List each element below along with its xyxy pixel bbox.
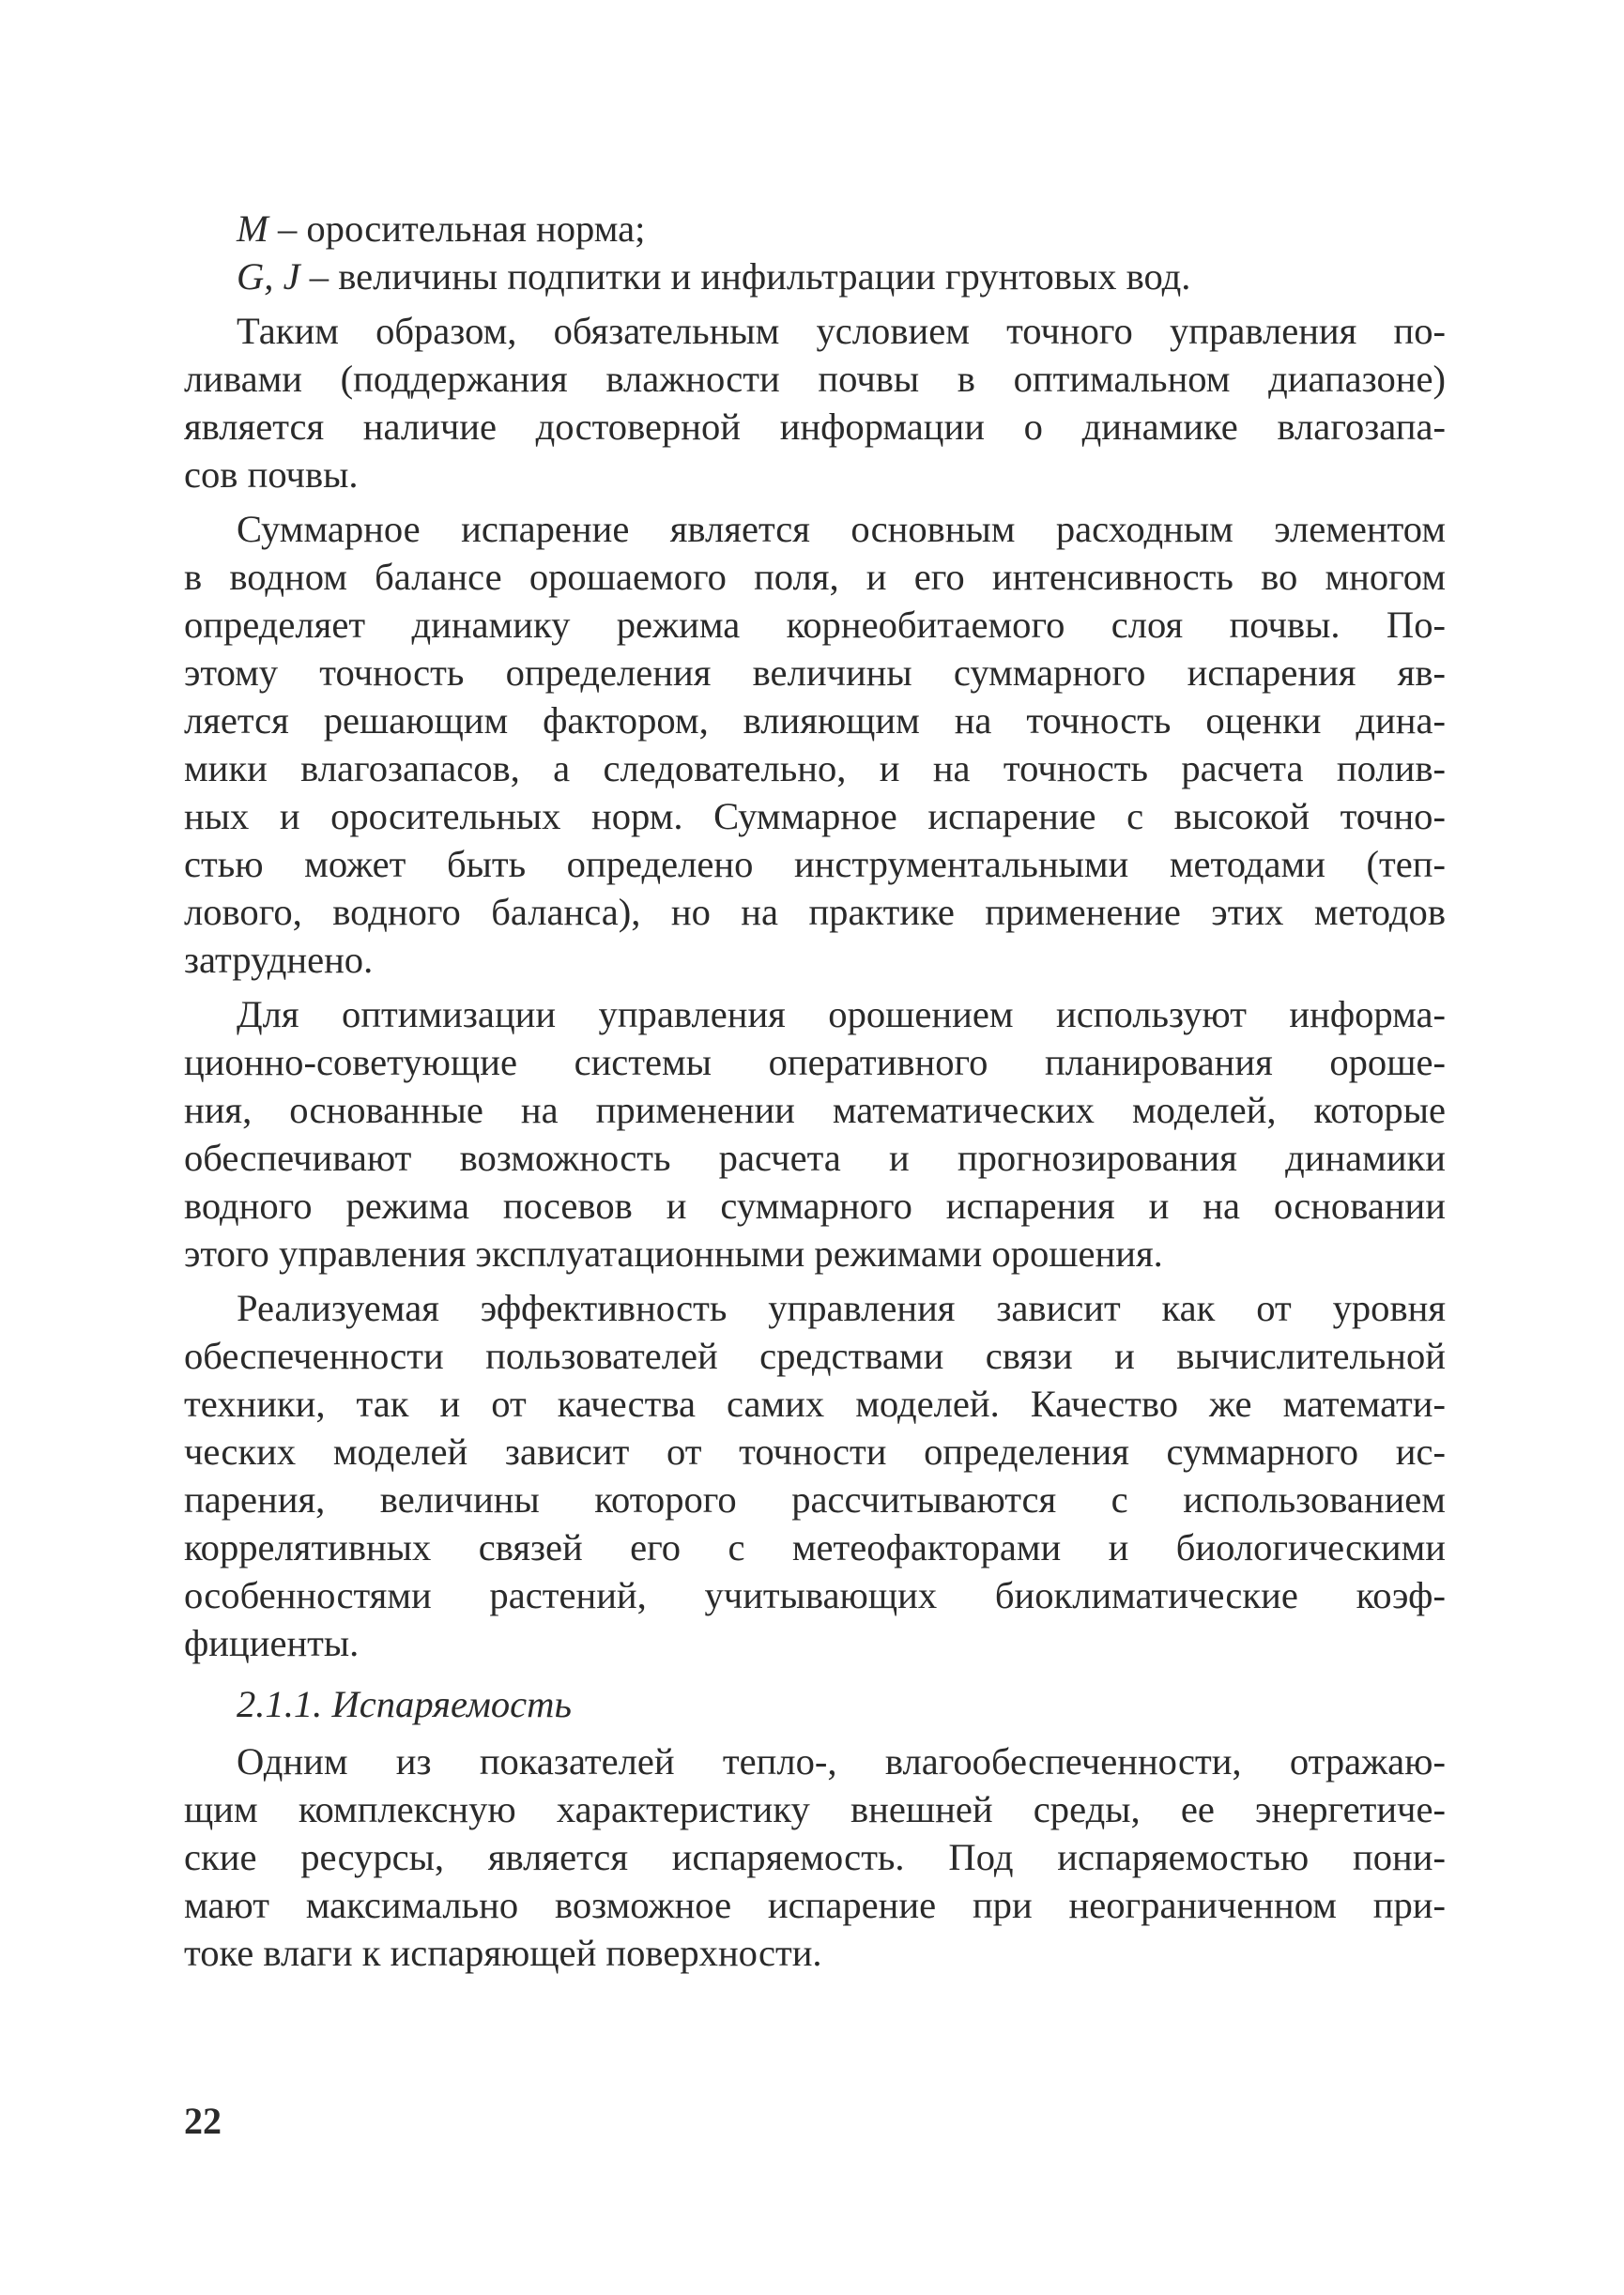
paragraph-line: ционно-советующие системы оперативного планирования ороше-	[184, 1041, 1446, 1083]
paragraph-line: ных и оросительных норм. Суммарное испарение с высокой точно-	[184, 795, 1446, 837]
paragraph-line: парения, величины которого рассчитываются с использованием	[184, 1478, 1446, 1521]
paragraph-line: мики влагозапасов, а следовательно, и на точность расчета полив-	[184, 747, 1446, 789]
paragraph-line: в водном балансе орошаемого поля, и его интенсивность во многом	[184, 556, 1446, 598]
paragraph-line: Суммарное испарение является основным расходным элементом	[237, 508, 1446, 550]
paragraph-line: ния, основанные на применении математических моделей, которые	[184, 1089, 1446, 1131]
paragraph-4	[184, 1284, 1446, 1667]
paragraph-line: щим комплексную характеристику внешней среды, ее энергетиче-	[184, 1788, 1446, 1830]
paragraph-line: мают максимально возможное испарение при неограниченном при-	[184, 1884, 1446, 1926]
definition-gj	[184, 252, 1446, 300]
paragraph-line: ляется решающим фактором, влияющим на точность оценки дина-	[184, 699, 1446, 742]
document-page	[184, 0, 1446, 2295]
paragraph-line: коррелятивных связей его с метеофакторами и биологическими	[184, 1526, 1446, 1568]
paragraph-line: этого управления эксплуатационными режимами орошения.	[184, 1232, 1163, 1275]
paragraph-line: Одним из показателей тепло-, влагообеспеченности, отражаю-	[237, 1740, 1446, 1782]
paragraph-line: является наличие достоверной информации о динамике влагозапа-	[184, 405, 1446, 448]
paragraph-line: определяет динамику режима корнеобитаемого слоя почвы. По-	[184, 604, 1446, 646]
paragraph-line: ские ресурсы, является испаряемость. Под испаряемостью пони-	[184, 1836, 1446, 1878]
definition-variable: M	[237, 207, 268, 250]
paragraph-line: ливами (поддержания влажности почвы в оптимальном диапазоне)	[184, 358, 1446, 400]
paragraph-line: особенностями растений, учитывающих биоклиматические коэф-	[184, 1574, 1446, 1616]
paragraph-3	[184, 990, 1446, 1278]
paragraph-line: Для оптимизации управления орошением используют информа-	[237, 993, 1446, 1035]
definition-m	[184, 205, 1446, 252]
paragraph-line: Реализуемая эффективность управления зависит как от уровня	[237, 1287, 1446, 1329]
paragraph-line: стью может быть определено инструментальными методами (теп-	[184, 843, 1446, 885]
paragraph-line: фициенты.	[184, 1622, 360, 1664]
section-heading: 2.1.1. Испаряемость	[237, 1683, 572, 1725]
body-text	[184, 205, 1446, 1977]
paragraph-line: ческих моделей зависит от точности определения суммарного ис-	[184, 1431, 1446, 1473]
definition-variable: G, J	[237, 255, 300, 298]
paragraph-line: обеспеченности пользователей средствами связи и вычислительной	[184, 1335, 1446, 1377]
definition-text: – оросительная норма;	[268, 207, 646, 250]
paragraph-1	[184, 307, 1446, 498]
paragraph-line: Таким образом, обязательным условием точного управления по-	[237, 310, 1446, 352]
paragraph-line: водного режима посевов и суммарного испарения и на основании	[184, 1185, 1446, 1227]
page-number: 22	[184, 2100, 222, 2142]
paragraph-line: техники, так и от качества самих моделей. Качество же математи-	[184, 1383, 1446, 1425]
paragraph-line: сов почвы.	[184, 453, 359, 496]
section-paragraph	[184, 1737, 1446, 1977]
paragraph-2	[184, 505, 1446, 984]
paragraph-line: затруднено.	[184, 939, 374, 981]
paragraph-line: этому точность определения величины суммарного испарения яв-	[184, 651, 1446, 694]
definition-text: – величины подпитки и инфильтрации грунтовых вод.	[299, 255, 1191, 298]
paragraph-line: лового, водного баланса), но на практике применение этих методов	[184, 891, 1446, 933]
paragraph-line: обеспечивают возможность расчета и прогнозирования динамики	[184, 1137, 1446, 1179]
paragraph-line: токе влаги к испаряющей поверхности.	[184, 1932, 822, 1974]
